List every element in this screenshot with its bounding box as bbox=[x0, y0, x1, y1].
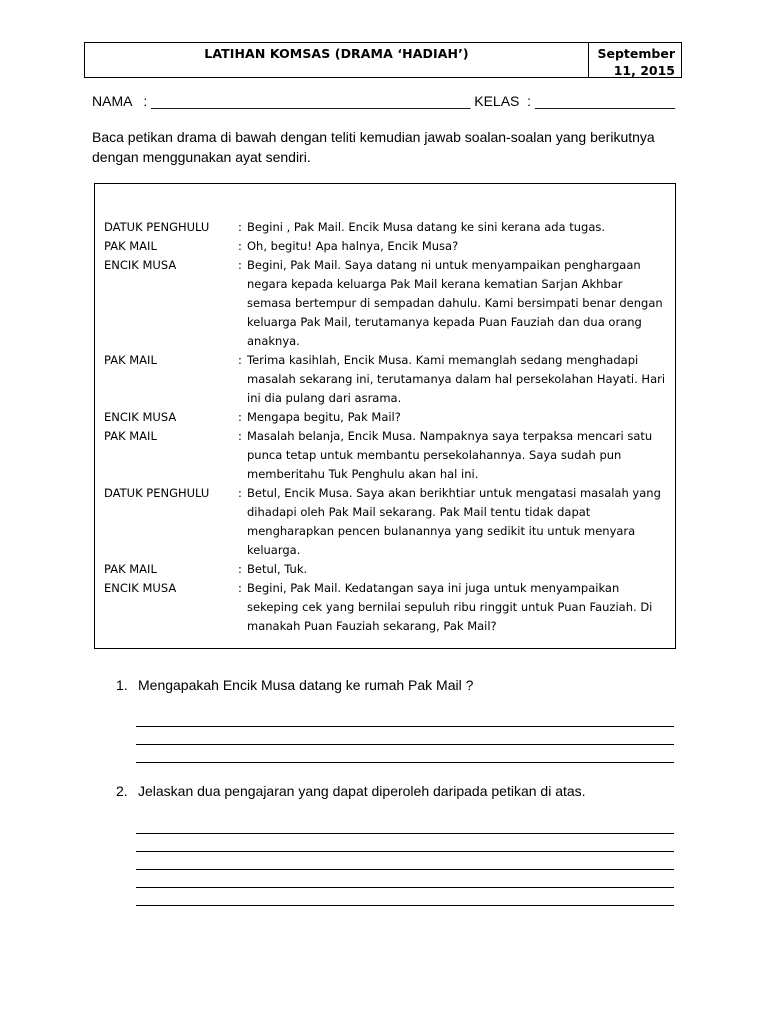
colon: : bbox=[238, 486, 242, 500]
speaker-name: PAK MAIL bbox=[104, 429, 157, 443]
answer-line[interactable] bbox=[136, 851, 674, 852]
date-day-year: 11, 2015 bbox=[613, 63, 675, 78]
answer-line[interactable] bbox=[136, 905, 674, 906]
colon: : bbox=[238, 353, 242, 367]
dialogue-line bbox=[104, 579, 669, 636]
date-month: September bbox=[597, 46, 675, 61]
speaker-name: ENCIK MUSA bbox=[104, 258, 177, 272]
answer-line[interactable] bbox=[136, 726, 674, 727]
answer-line[interactable] bbox=[136, 869, 674, 870]
dialogue-line bbox=[104, 256, 669, 351]
question-number: 2. bbox=[116, 783, 128, 799]
instructions: Baca petikan drama di bawah dengan teliti kemudian jawab soalan-soalan yang berikutnya dengan menggunakan ayat sendiri. bbox=[92, 129, 655, 165]
speaker-name: PAK MAIL bbox=[104, 562, 157, 576]
drama-dialogue bbox=[104, 218, 669, 636]
dialogue-text: Oh, begitu! Apa halnya, Encik Musa? bbox=[247, 239, 459, 253]
drama-excerpt-box bbox=[94, 183, 676, 649]
colon: : bbox=[238, 220, 242, 234]
question-1 bbox=[116, 677, 473, 693]
dialogue-line bbox=[104, 351, 669, 408]
colon: : bbox=[238, 429, 242, 443]
dialogue-text: Begini , Pak Mail. Encik Musa datang ke sini kerana ada tugas. bbox=[247, 220, 606, 234]
dialogue-line bbox=[104, 237, 669, 256]
dialogue-text: Begini, Pak Mail. Saya datang ni untuk menyampaikan penghargaan negara kepada keluarga Pak Mail kerana kematian Sarjan Akhbar semasa bertempur di sempadan dahulu. Kami bersimpati benar dengan keluarga Pak Mail, terutamanya kepada Puan Fauziah dan dua orang anaknya. bbox=[247, 258, 663, 348]
question-text: Mengapakah Encik Musa datang ke rumah Pak Mail ? bbox=[138, 677, 474, 693]
answer-line[interactable] bbox=[136, 762, 674, 763]
speaker-name: ENCIK MUSA bbox=[104, 581, 177, 595]
question-2 bbox=[116, 783, 586, 799]
header-box bbox=[84, 42, 682, 78]
answer-line[interactable] bbox=[136, 833, 674, 834]
dialogue-text: Terima kasihlah, Encik Musa. Kami memanglah sedang menghadapi masalah sekarang ini, terutamanya dalam hal persekolahan Hayati. Hari ini dia pulang dari asrama. bbox=[247, 353, 666, 405]
dialogue-line bbox=[104, 484, 669, 560]
colon: : bbox=[238, 239, 242, 253]
dialogue-text: Betul, Encik Musa. Saya akan berikhtiar untuk mengatasi masalah yang dihadapi oleh Pak Mail sekarang. Pak Mail tentu tidak dapat mengharapkan pencen bulanannya yang sedikit itu untuk menyara keluarga. bbox=[247, 486, 661, 557]
colon: : bbox=[238, 258, 242, 272]
dialogue-line bbox=[104, 408, 669, 427]
colon: : bbox=[238, 562, 242, 576]
colon: : bbox=[238, 410, 242, 424]
speaker-name: ENCIK MUSA bbox=[104, 410, 177, 424]
dialogue-text: Begini, Pak Mail. Kedatangan saya ini juga untuk menyampaikan sekeping cek yang bernilai sepuluh ribu ringgit untuk Puan Fauziah. Di manakah Puan Fauziah sekarang, Pak Mail? bbox=[247, 581, 653, 633]
speaker-name: PAK MAIL bbox=[104, 353, 157, 367]
speaker-name: DATUK PENGHULU bbox=[104, 486, 210, 500]
colon: : bbox=[238, 581, 242, 595]
answer-line[interactable] bbox=[136, 744, 674, 745]
dialogue-line bbox=[104, 560, 669, 579]
worksheet-title: LATIHAN KOMSAS (DRAMA ‘HADIAH’) bbox=[85, 43, 589, 77]
dialogue-text: Mengapa begitu, Pak Mail? bbox=[247, 410, 401, 424]
question-text: Jelaskan dua pengajaran yang dapat diperoleh daripada petikan di atas. bbox=[138, 783, 586, 799]
question-number: 1. bbox=[116, 677, 128, 693]
speaker-name: PAK MAIL bbox=[104, 239, 157, 253]
speaker-name: DATUK PENGHULU bbox=[104, 220, 210, 234]
worksheet-date bbox=[589, 43, 681, 77]
answer-line[interactable] bbox=[136, 887, 674, 888]
dialogue-text: Betul, Tuk. bbox=[247, 562, 308, 576]
dialogue-line bbox=[104, 427, 669, 484]
dialogue-line bbox=[104, 218, 669, 237]
student-name-class-line: NAMA : _________________________________________ KELAS : __________________ bbox=[92, 93, 676, 109]
dialogue-text: Masalah belanja, Encik Musa. Nampaknya saya terpaksa mencari satu punca tetap untuk membantu persekolahannya. Saya sudah pun memberitahu Tuk Penghulu akan hal ini. bbox=[247, 429, 653, 481]
